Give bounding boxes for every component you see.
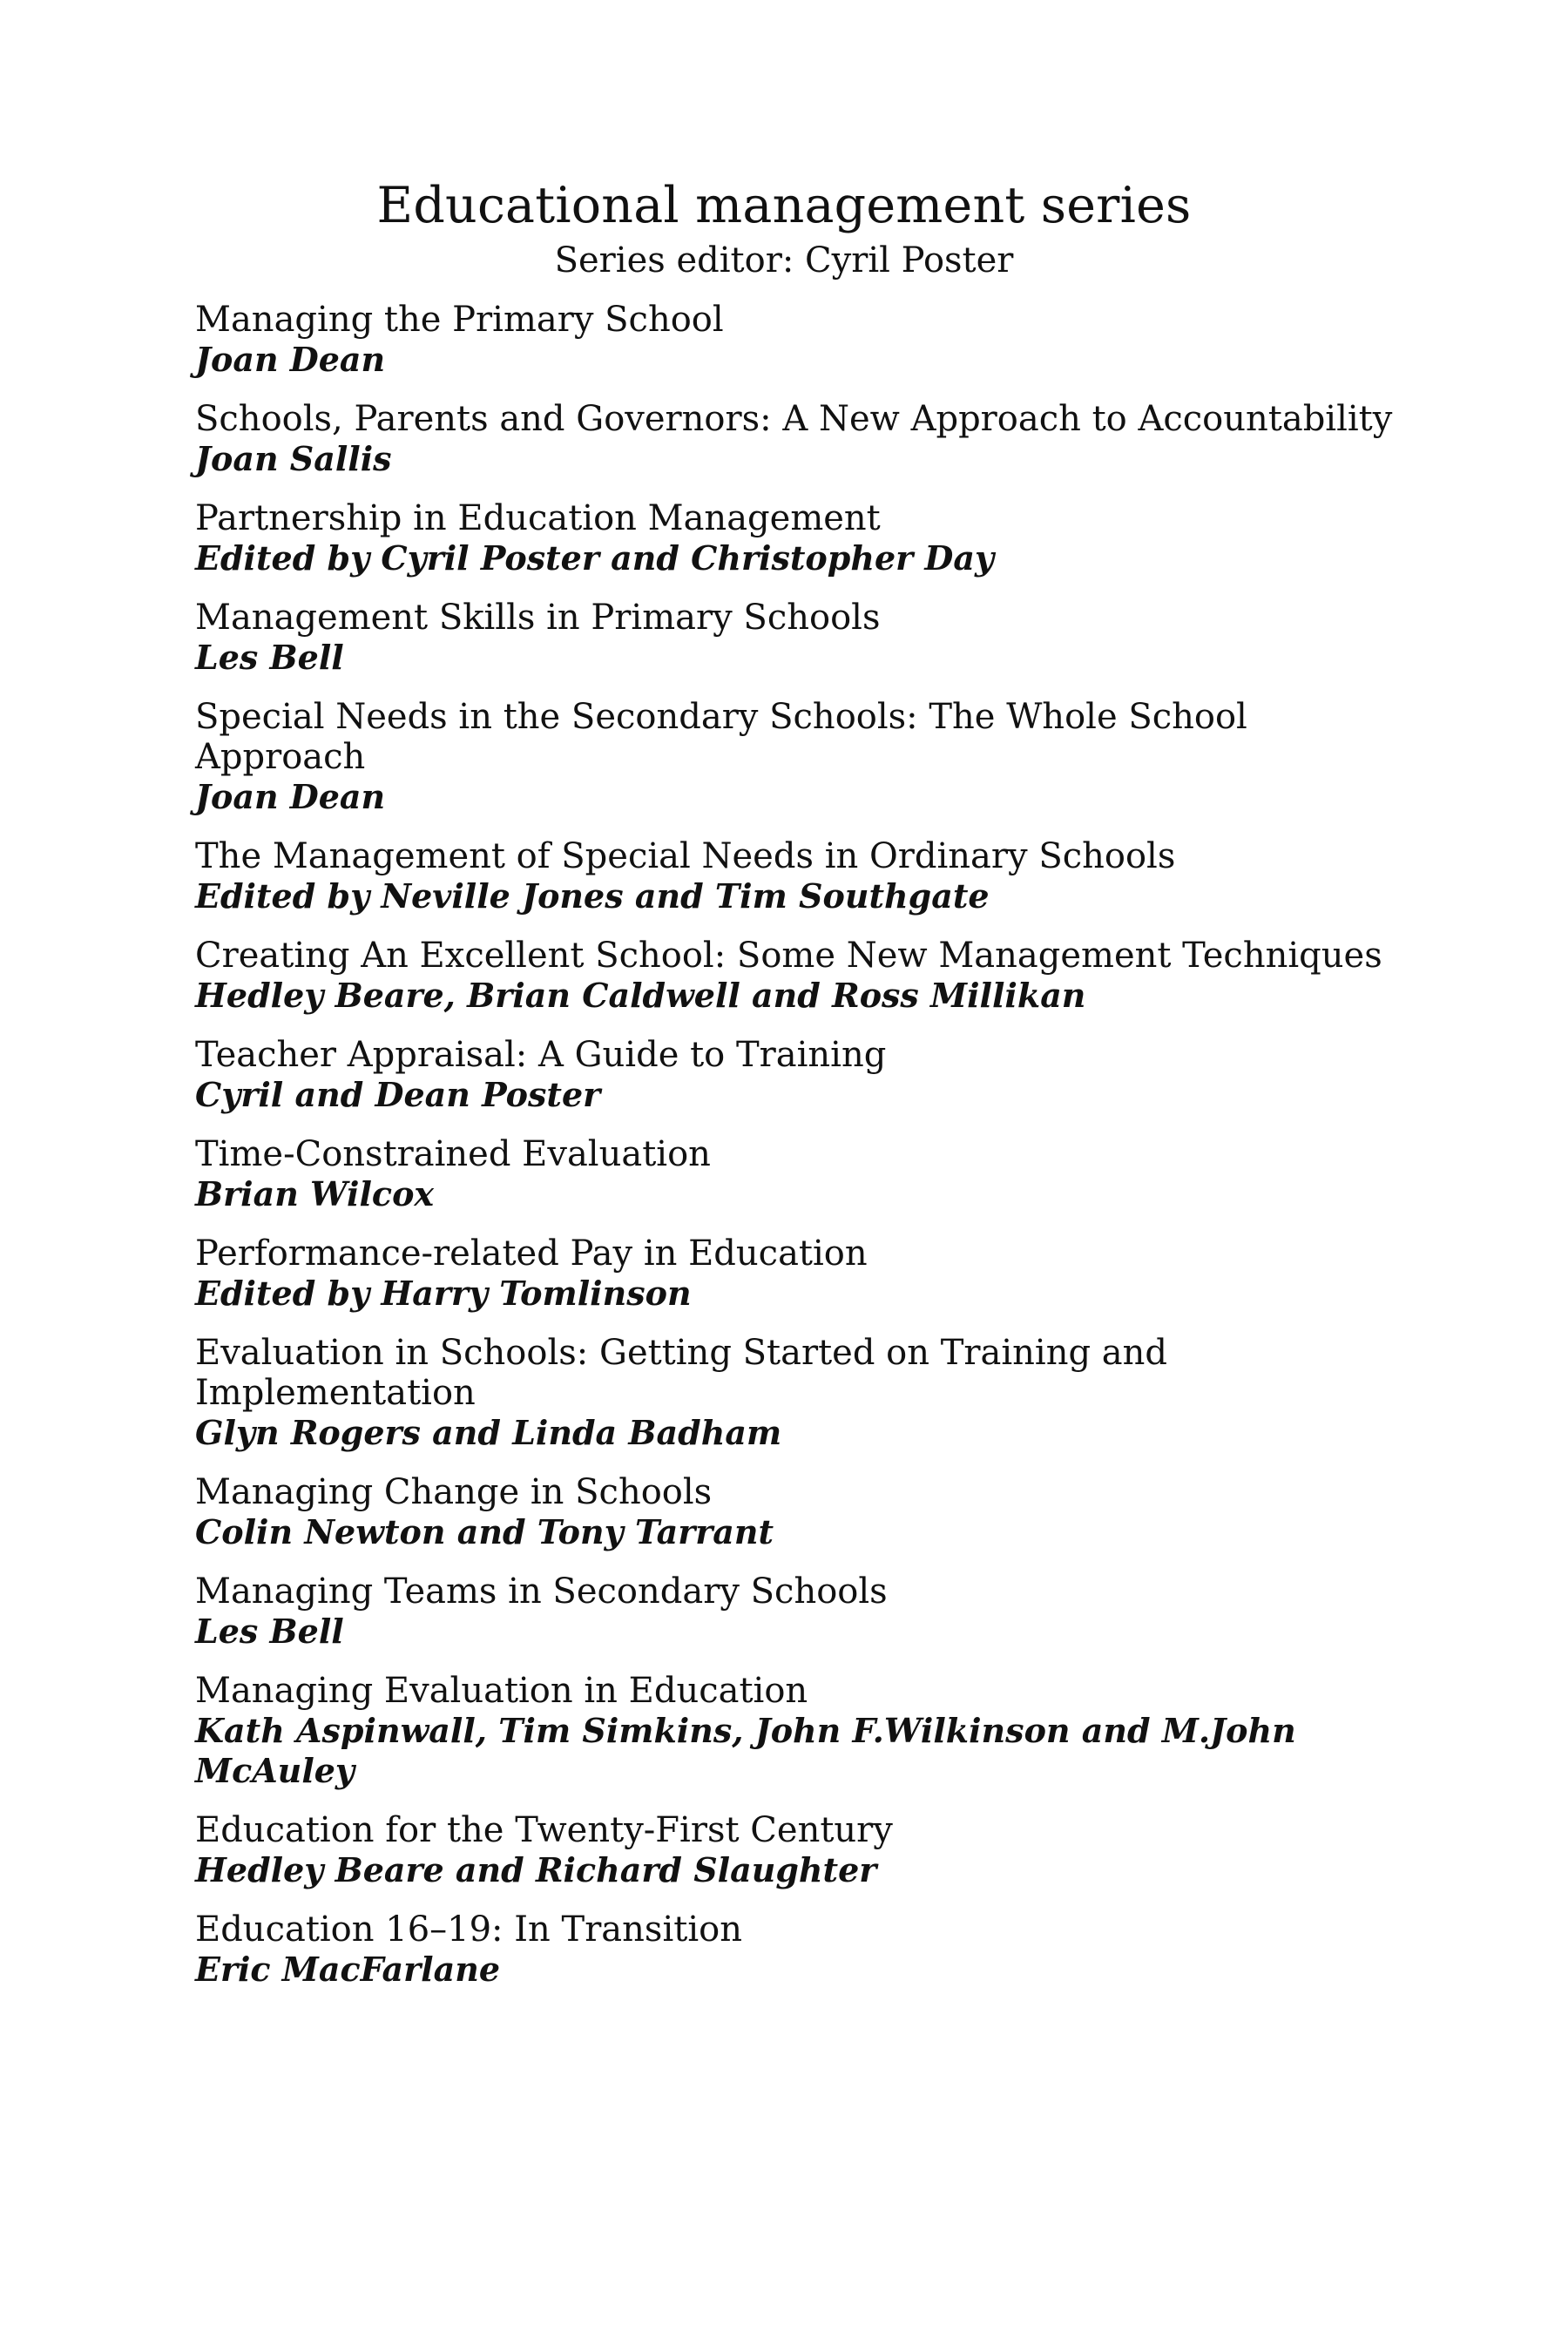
book-author: Kath Aspinwall, Tim Simkins, John F.Wilkinson and M.John McAuley [195,1711,1296,1790]
book-author: Cyril and Dean Poster [195,1075,601,1114]
book-title: Managing the Primary School [195,300,724,340]
book-entry [195,1810,1415,1890]
book-entry [195,1671,1415,1791]
book-title: The Management of Special Needs in Ordinary Schools [195,836,1176,876]
book-title: Time-Constrained Evaluation [195,1134,711,1174]
book-title: Evaluation in Schools: Getting Started on Training and Implementation [195,1333,1167,1413]
book-entry [195,1909,1415,1990]
book-title: Schools, Parents and Governors: A New Approach to Accountability [195,399,1393,439]
book-author: Edited by Harry Tomlinson [195,1274,692,1313]
book-author: Eric MacFarlane [195,1950,501,1989]
book-title: Education for the Twenty-First Century [195,1810,893,1850]
book-author: Glyn Rogers and Linda Badham [195,1413,782,1452]
book-entry [195,498,1415,578]
book-entry [195,1333,1415,1453]
book-entry [195,1571,1415,1652]
book-title: Management Skills in Primary Schools [195,598,881,638]
book-author: Joan Sallis [195,439,392,478]
book-entry [195,1134,1415,1214]
book-author: Les Bell [195,638,344,677]
book-entry [195,697,1415,817]
book-author: Les Bell [195,1612,344,1651]
book-title: Managing Evaluation in Education [195,1671,808,1711]
book-entry [195,399,1415,479]
book-entry [195,598,1415,678]
book-entry [195,1233,1415,1314]
book-title: Partnership in Education Management [195,498,881,538]
book-title: Creating An Excellent School: Some New Management Techniques [195,936,1382,976]
series-header [0,177,1568,281]
book-entry [195,836,1415,916]
series-title: Educational management series [376,177,1192,234]
book-title: Education 16–19: In Transition [195,1909,742,1950]
book-title: Teacher Appraisal: A Guide to Training [195,1035,887,1075]
book-author: Hedley Beare and Richard Slaughter [195,1850,877,1889]
book-author: Edited by Neville Jones and Tim Southgate [195,876,990,916]
book-author: Edited by Cyril Poster and Christopher Day [195,538,995,578]
book-entry [195,300,1415,380]
book-title: Managing Change in Schools [195,1472,713,1512]
book-author: Joan Dean [195,340,386,379]
book-title: Managing Teams in Secondary Schools [195,1571,888,1612]
series-editor: Series editor: Cyril Poster [554,240,1014,280]
book-entry [195,936,1415,1016]
book-author: Hedley Beare, Brian Caldwell and Ross Millikan [195,976,1086,1015]
book-entry [195,1472,1415,1552]
book-author: Joan Dean [195,777,386,816]
book-list [195,300,1415,2009]
book-title: Performance-related Pay in Education [195,1233,868,1274]
book-entry [195,1035,1415,1115]
book-author: Brian Wilcox [195,1174,435,1213]
book-title: Special Needs in the Secondary Schools: The Whole School Approach [195,697,1247,777]
book-author: Colin Newton and Tony Tarrant [195,1512,774,1551]
